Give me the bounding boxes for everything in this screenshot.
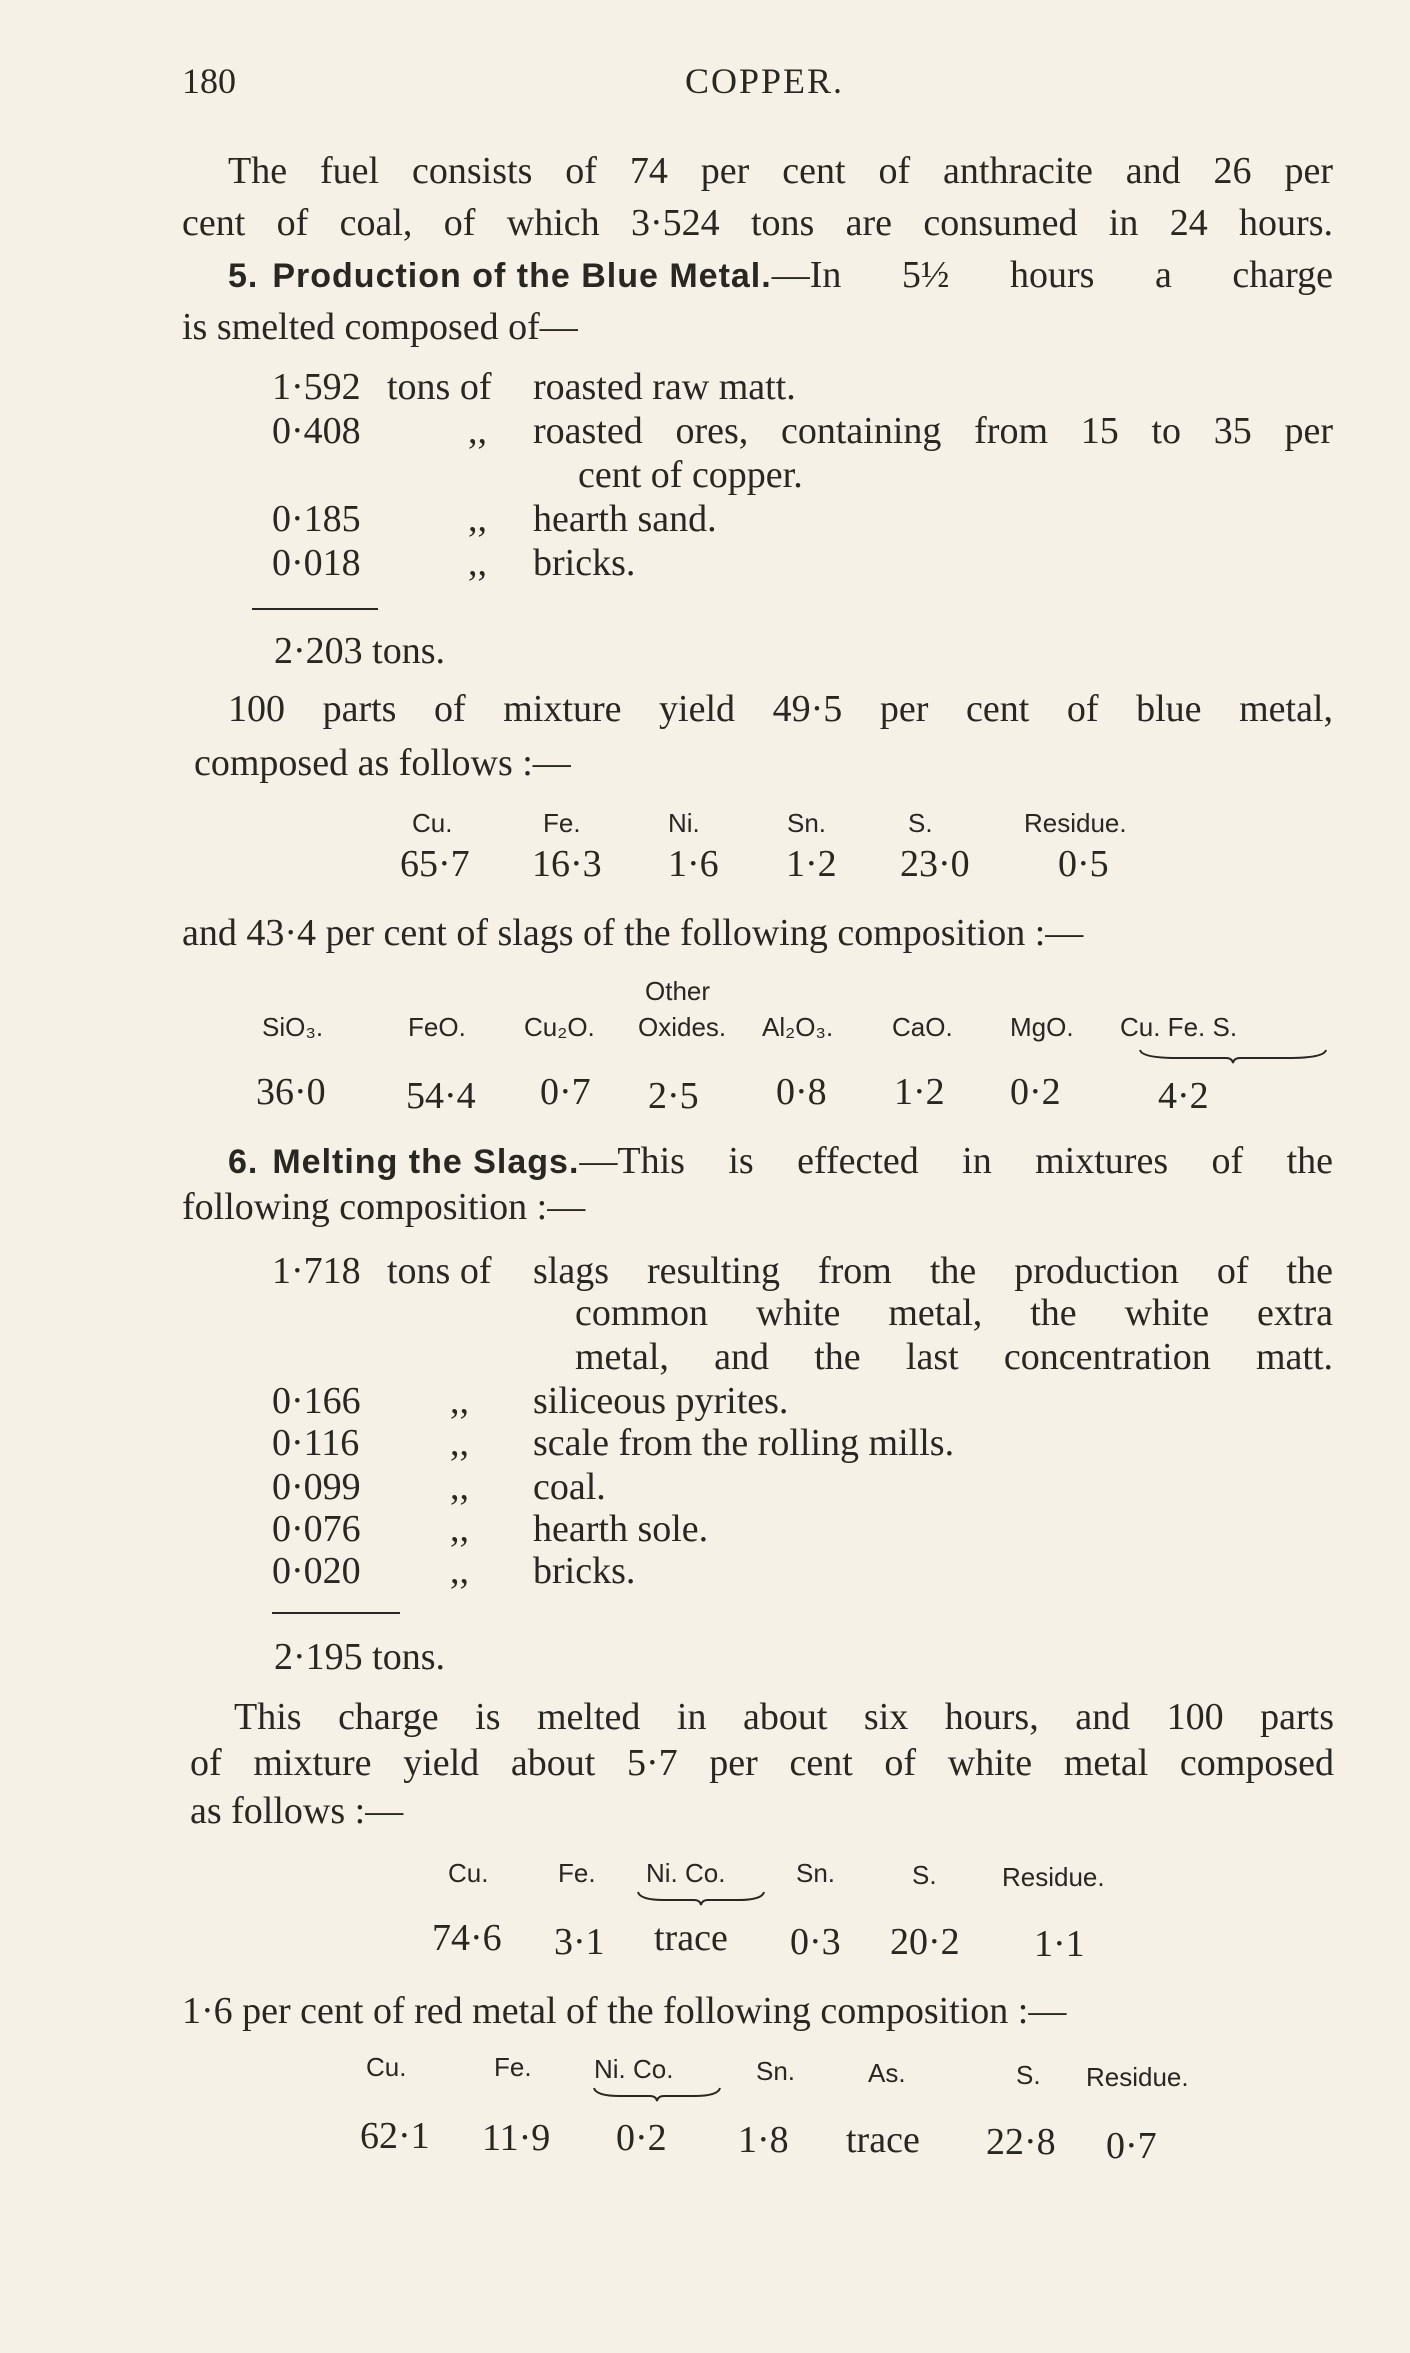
melt-line-3: as follows :— (190, 1790, 404, 1832)
charge-ditto: ,, (450, 1466, 469, 1508)
charge-desc: hearth sand. (533, 498, 717, 540)
cell-value: 36·0 (256, 1071, 326, 1113)
charge-total: 2·195 tons. (274, 1636, 445, 1678)
intro-line-1: The fuel consists of 74 per cent of anthracite and 26 per (228, 150, 1333, 192)
col-header: S. (1016, 2060, 1041, 2090)
section-6-number: 6. (228, 1143, 259, 1181)
running-title: COPPER. (685, 61, 845, 101)
charge-qty: 0·185 (272, 498, 361, 540)
charge-ditto: ,, (450, 1422, 469, 1464)
col-header: Al₂O₃. (762, 1012, 834, 1042)
col-header: Ni. Co. (594, 2054, 674, 2084)
cell-value: 23·0 (900, 843, 970, 885)
section-6-line-2: following composition :— (182, 1186, 586, 1228)
col-header: Cu. Fe. S. (1120, 1012, 1238, 1042)
charge-qty: 0·408 (272, 410, 361, 452)
charge-qty: 0·116 (272, 1422, 360, 1464)
charge-desc: siliceous pyrites. (533, 1380, 789, 1422)
col-header: Fe. (543, 808, 581, 838)
col-header: Oxides. (638, 1012, 727, 1042)
total-rule (252, 608, 378, 610)
col-header: Ni. (668, 808, 700, 838)
col-header: Cu. (366, 2052, 407, 2082)
cell-value: 0·5 (1058, 843, 1109, 885)
col-header: Fe. (558, 1858, 596, 1888)
charge-ditto: ,, (468, 410, 487, 452)
section-5-heading-line (228, 252, 1333, 299)
col-header: Sn. (787, 808, 827, 838)
charge-qty: 0·020 (272, 1550, 361, 1592)
charge-ditto: ,, (450, 1380, 469, 1422)
cell-value: 1·1 (1034, 1923, 1085, 1965)
cell-value: 0·7 (540, 1071, 591, 1113)
charge-qty: 0·018 (272, 542, 361, 584)
melt-line-2: of mixture yield about 5·7 per cent of white metal composed (190, 1742, 1334, 1784)
charge-qty: 0·076 (272, 1508, 361, 1550)
brace-mark (636, 1890, 766, 1906)
col-header: S. (908, 808, 933, 838)
col-header: Residue. (1002, 1862, 1105, 1892)
cell-value: 0·3 (790, 1921, 841, 1963)
col-header: Ni. Co. (646, 1858, 726, 1888)
col-header: MgO. (1010, 1012, 1074, 1042)
red-metal-intro: 1·6 per cent of red metal of the following composition :— (182, 1990, 1067, 2032)
cell-value: 0·2 (1010, 1071, 1061, 1113)
col-header: Sn. (796, 1858, 836, 1888)
charge-desc: hearth sole. (533, 1508, 709, 1550)
col-header: Sn. (756, 2056, 796, 2086)
charge-desc: roasted ores, containing from 15 to 35 per (533, 410, 1333, 452)
cell-value: 4·2 (1158, 1075, 1209, 1117)
cell-value: 11·9 (482, 2117, 551, 2159)
section-6-heading-line (228, 1138, 1333, 1185)
col-header: As. (868, 2058, 906, 2088)
section-5-number: 5. (228, 257, 259, 295)
charge-desc: bricks. (533, 542, 636, 584)
charge-qty: 0·166 (272, 1380, 361, 1422)
section-6-heading: Melting the Slags. (272, 1143, 580, 1181)
section-5-heading: Production of the Blue Metal. (272, 257, 772, 295)
cell-value: 20·2 (890, 1921, 960, 1963)
col-header: Cu. (412, 808, 453, 838)
cell-value: 1·2 (786, 843, 837, 885)
cell-value: 1·6 (668, 843, 719, 885)
charge-total: 2·203 tons. (274, 630, 445, 672)
col-header: Cu. (448, 1858, 489, 1888)
charge-qty: 1·718 (272, 1250, 361, 1292)
section-6-line1-rest: —This is effected in mixtures of the (579, 1140, 1333, 1182)
yield-line-1: 100 parts of mixture yield 49·5 per cent of blue metal, (228, 688, 1333, 730)
section-5-line-2: is smelted composed of— (182, 306, 578, 348)
cell-value: 2·5 (648, 1075, 699, 1117)
charge-desc: bricks. (533, 1550, 636, 1592)
brace-mark (1138, 1048, 1328, 1064)
cell-value: 0·8 (776, 1071, 827, 1113)
charge-desc-cont: metal, and the last concentration matt. (575, 1336, 1333, 1378)
cell-value: trace (846, 2119, 920, 2161)
charge-desc-cont: common white metal, the white extra (575, 1292, 1333, 1334)
brace-mark (592, 2086, 722, 2102)
cell-value: 74·6 (432, 1917, 502, 1959)
charge-ditto: ,, (450, 1550, 469, 1592)
charge-desc: slags resulting from the production of the (533, 1250, 1333, 1292)
cell-value: 62·1 (360, 2115, 430, 2157)
col-header: Residue. (1024, 808, 1127, 838)
intro-line-2: cent of coal, of which 3·524 tons are consumed in 24 hours. (182, 202, 1333, 244)
slag-intro: and 43·4 per cent of slags of the following composition :— (182, 912, 1084, 954)
total-rule (272, 1612, 400, 1614)
charge-desc: coal. (533, 1466, 606, 1508)
charge-qty: 1·592 (272, 366, 361, 408)
charge-desc: scale from the rolling mills. (533, 1422, 955, 1464)
cell-value: 1·8 (738, 2119, 789, 2161)
page-number: 180 (182, 61, 236, 101)
charge-ditto: ,, (468, 542, 487, 584)
cell-value: 1·2 (894, 1071, 945, 1113)
charge-unit: tons of (387, 1250, 492, 1292)
col-header: SiO₃. (262, 1012, 324, 1042)
charge-unit: tons of (387, 366, 492, 408)
charge-desc: roasted raw matt. (533, 366, 796, 408)
charge-desc-cont: cent of copper. (578, 454, 803, 496)
col-header: CaO. (892, 1012, 953, 1042)
melt-line-1: This charge is melted in about six hours, and 100 parts (234, 1696, 1334, 1738)
section-5-line1-rest: —In 5½ hours a charge (771, 254, 1333, 296)
charge-ditto: ,, (468, 498, 487, 540)
col-header: Residue. (1086, 2062, 1189, 2092)
charge-ditto: ,, (450, 1508, 469, 1550)
cell-value: 0·2 (616, 2117, 667, 2159)
col-header: Cu₂O. (524, 1012, 595, 1042)
cell-value: trace (654, 1917, 728, 1959)
cell-value: 22·8 (986, 2121, 1056, 2163)
col-header: S. (912, 1860, 937, 1890)
cell-value: 16·3 (532, 843, 602, 885)
cell-value: 54·4 (406, 1075, 476, 1117)
cell-value: 3·1 (554, 1921, 605, 1963)
yield-line-2: composed as follows :— (194, 742, 571, 784)
col-header-other: Other (645, 976, 711, 1006)
charge-qty: 0·099 (272, 1466, 361, 1508)
col-header: Fe. (494, 2052, 532, 2082)
col-header: FeO. (408, 1012, 466, 1042)
cell-value: 0·7 (1106, 2125, 1157, 2167)
cell-value: 65·7 (400, 843, 470, 885)
